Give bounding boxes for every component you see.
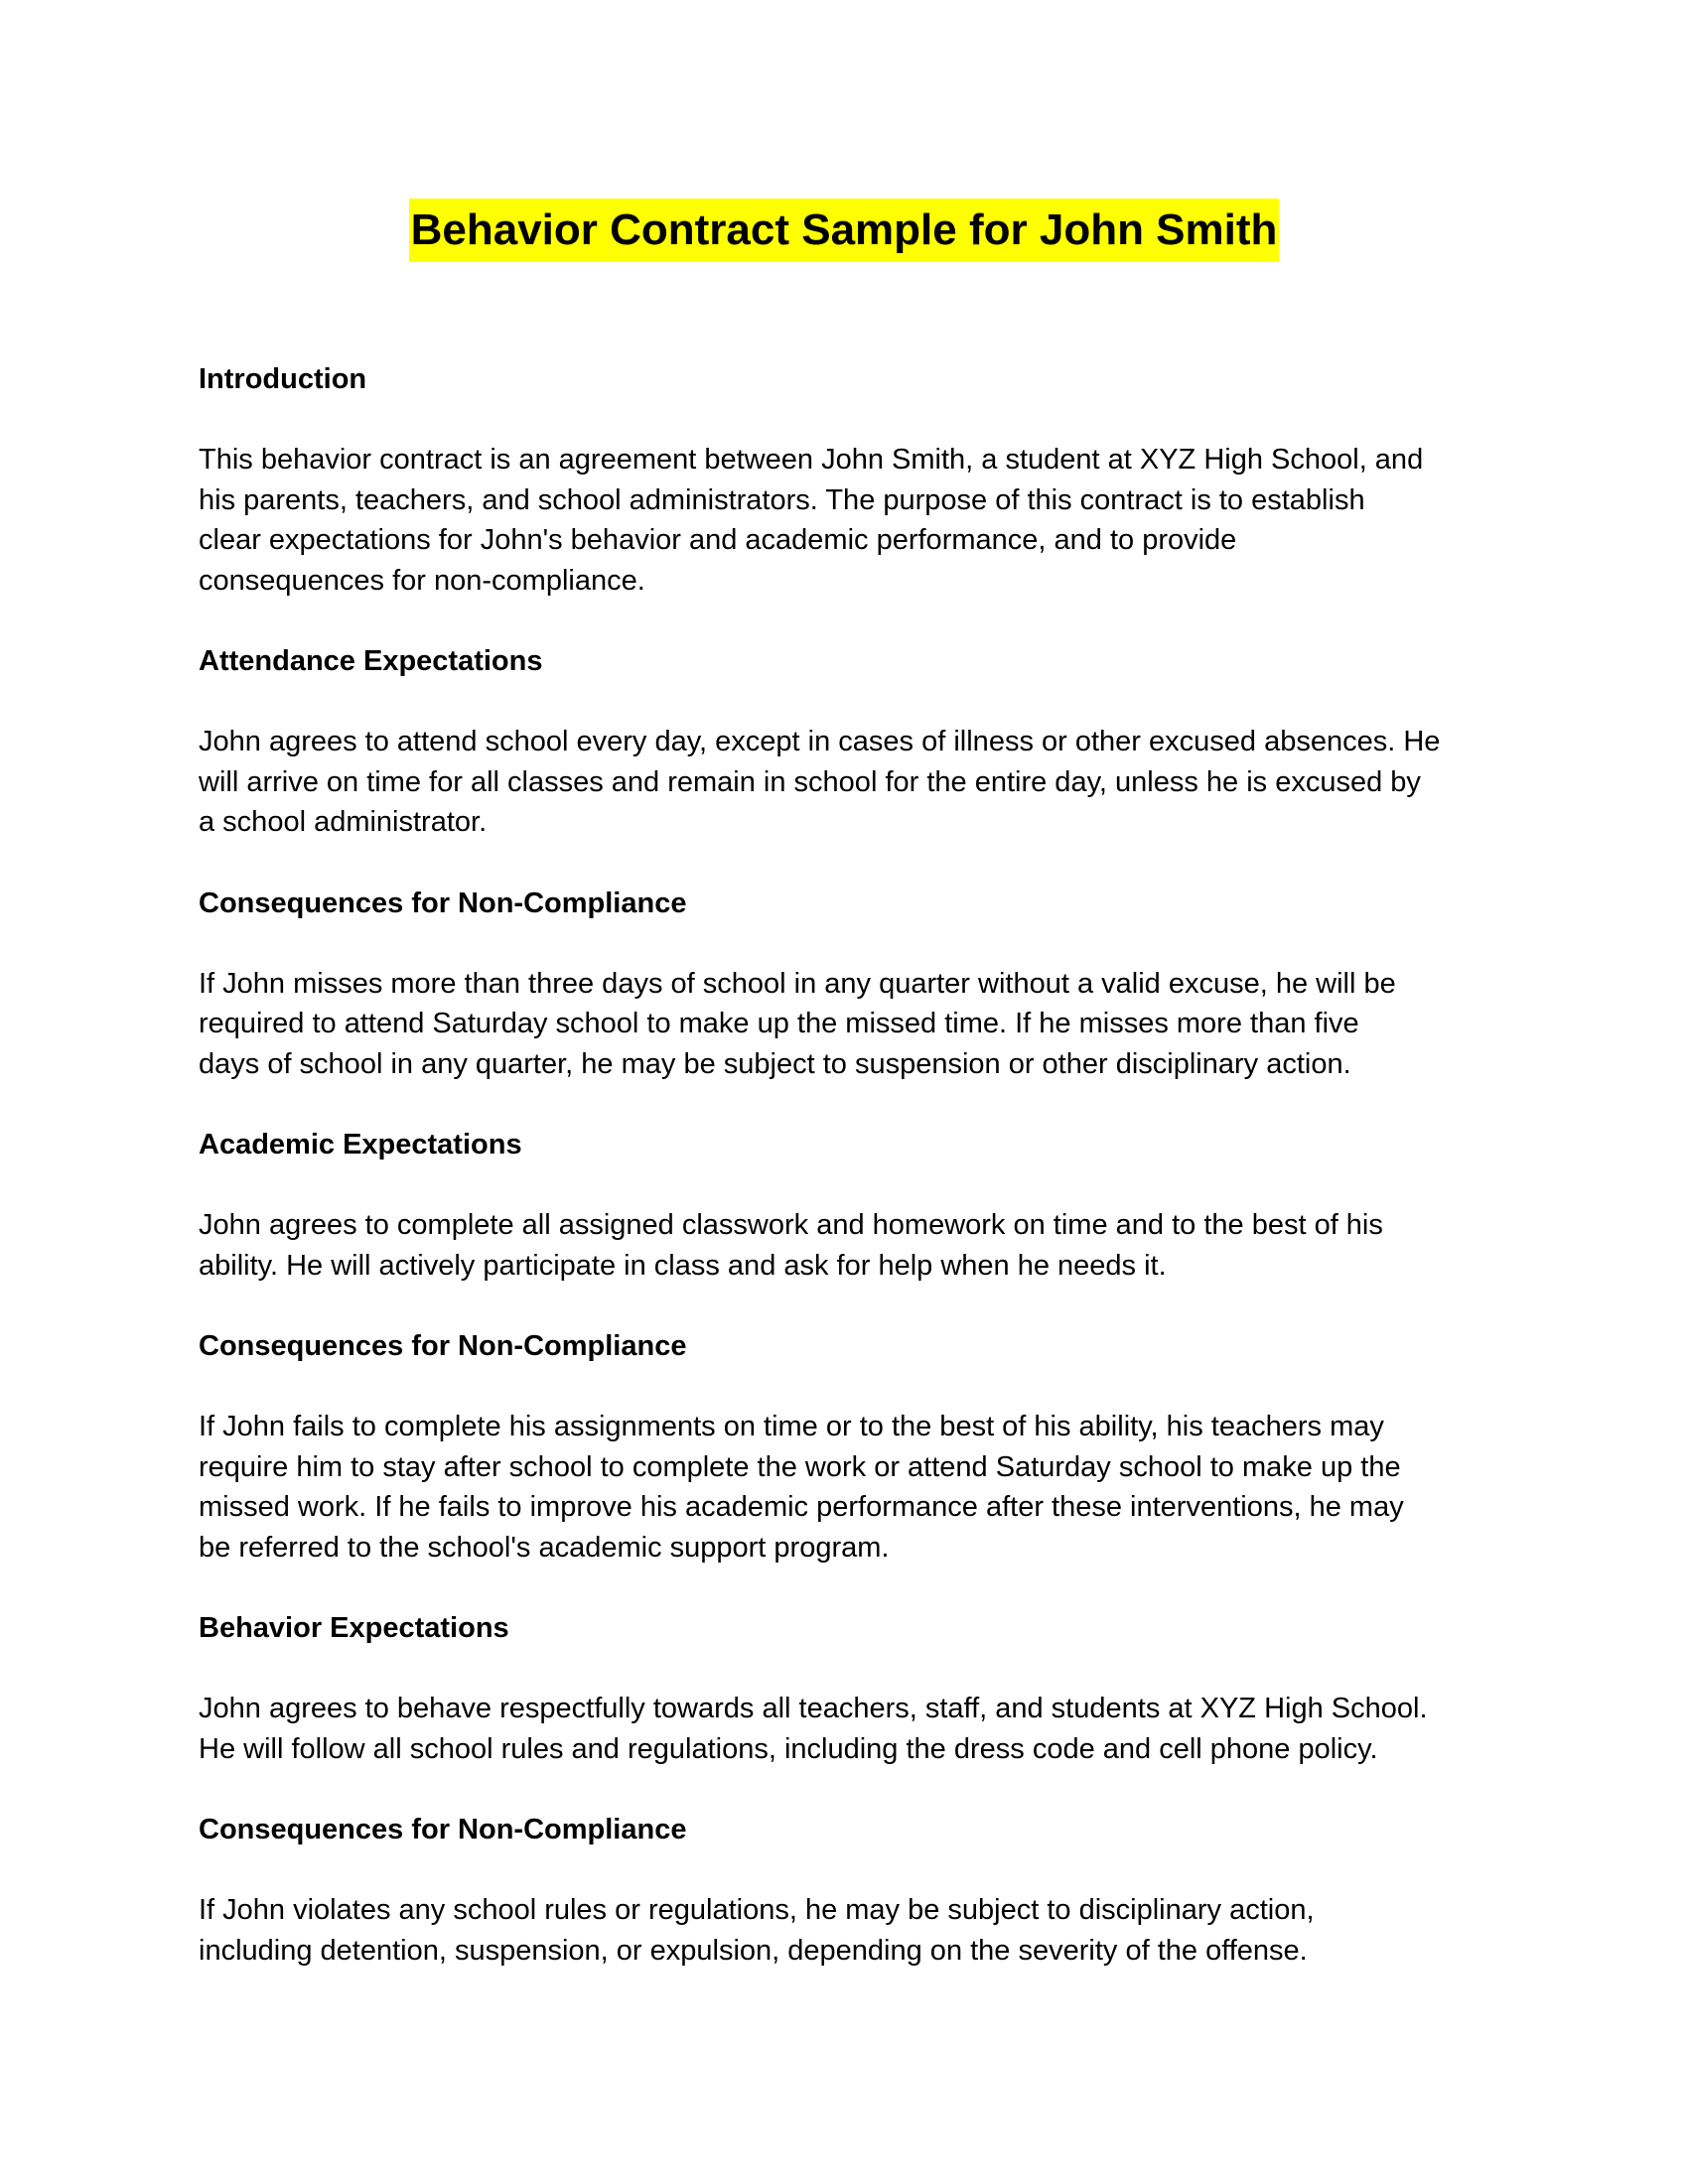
- paragraph-line: John agrees to complete all assigned classwork and homework on time and to the best of his: [199, 1209, 1383, 1241]
- paragraph-line: If John violates any school rules or regulations, he may be subject to disciplinary action,: [199, 1894, 1315, 1926]
- paragraph-line: John agrees to attend school every day, except in cases of illness or other excused absences. He: [199, 726, 1441, 757]
- section-paragraph: [199, 440, 1499, 601]
- section-heading: Behavior Expectations: [199, 1612, 509, 1644]
- paragraph-line: John agrees to behave respectfully towards all teachers, staff, and students at XYZ High School.: [199, 1693, 1428, 1724]
- section-heading: Consequences for Non-Compliance: [199, 1814, 687, 1845]
- paragraph-line: This behavior contract is an agreement between John Smith, a student at XYZ High School, and: [199, 444, 1424, 476]
- section-paragraph: [199, 964, 1499, 1085]
- paragraph-line: a school administrator.: [199, 806, 488, 838]
- paragraph-line: missed work. If he fails to improve his academic performance after these interventions, he may: [199, 1491, 1404, 1523]
- paragraph-line: require him to stay after school to complete the work or attend Saturday school to make up the: [199, 1450, 1401, 1483]
- paragraph-line: If John fails to complete his assignments on time or to the best of his ability, his teachers may: [199, 1411, 1384, 1442]
- section-paragraph: [199, 1890, 1499, 1971]
- section-heading: Introduction: [199, 363, 367, 395]
- paragraph-line: He will follow all school rules and regulations, including the dress code and cell phone policy.: [199, 1732, 1378, 1765]
- paragraph-line: ability. He will actively participate in class and ask for help when he needs it.: [199, 1249, 1167, 1282]
- paragraph-line: consequences for non-compliance.: [199, 564, 645, 597]
- section-paragraph: [199, 1689, 1499, 1769]
- section-heading: Attendance Expectations: [199, 645, 543, 677]
- title-container: [0, 199, 1688, 262]
- document-title: Behavior Contract Sample for John Smith: [409, 199, 1280, 262]
- paragraph-line: days of school in any quarter, he may be subject to suspension or other disciplinary action.: [199, 1047, 1351, 1080]
- section-paragraph: [199, 1407, 1499, 1568]
- paragraph-line: his parents, teachers, and school administrators. The purpose of this contract is to establish: [199, 483, 1365, 516]
- document-body: [199, 359, 1499, 2011]
- section-paragraph: [199, 722, 1499, 843]
- paragraph-line: required to attend Saturday school to make up the missed time. If he misses more than five: [199, 1008, 1359, 1039]
- section-heading: Consequences for Non-Compliance: [199, 1330, 687, 1362]
- section-heading: Academic Expectations: [199, 1129, 522, 1160]
- paragraph-line: including detention, suspension, or expulsion, depending on the severity of the offense.: [199, 1934, 1308, 1967]
- paragraph-line: be referred to the school's academic support program.: [199, 1531, 890, 1564]
- section-heading: Consequences for Non-Compliance: [199, 887, 687, 919]
- section-paragraph: [199, 1205, 1499, 1286]
- paragraph-line: If John misses more than three days of school in any quarter without a valid excuse, he will be: [199, 967, 1396, 1000]
- paragraph-line: will arrive on time for all classes and remain in school for the entire day, unless he is excused by: [199, 765, 1421, 798]
- paragraph-line: clear expectations for John's behavior and academic performance, and to provide: [199, 524, 1237, 556]
